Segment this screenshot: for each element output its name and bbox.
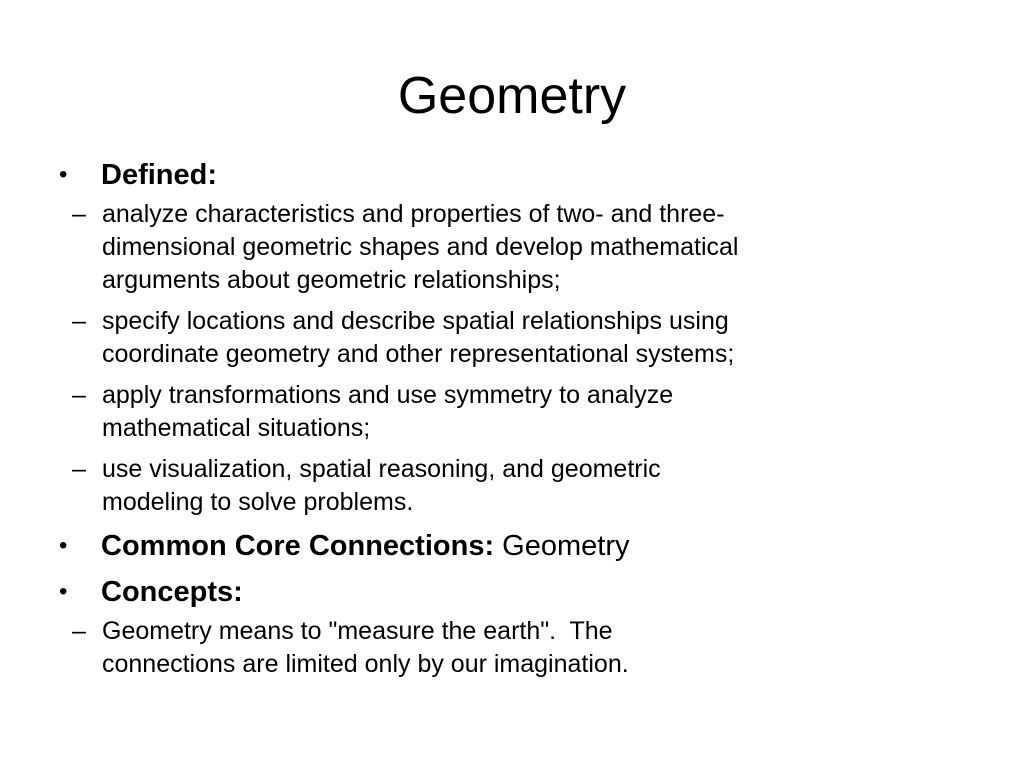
sub-item [58, 615, 978, 681]
sub-item-line: apply transformations and use symmetry to analyze [102, 381, 674, 409]
bullet-label: Concepts: [101, 576, 243, 608]
bullet-item-defined [58, 156, 978, 194]
sub-item-line: modeling to solve problems. [102, 488, 414, 516]
bullet-item-common-core [58, 527, 978, 565]
bullet-icon: • [59, 532, 68, 559]
sub-item-line: dimensional geometric shapes and develop mathematical [102, 233, 739, 261]
dash-icon: – [72, 200, 86, 228]
sub-item-line: specify locations and describe spatial relationships using [102, 307, 729, 335]
sub-item-line: use visualization, spatial reasoning, and geometric [102, 455, 661, 483]
sub-item [58, 305, 978, 371]
sub-item [58, 198, 978, 297]
slide-title: Geometry [397, 67, 627, 125]
sub-item-line: coordinate geometry and other representational systems; [102, 340, 735, 368]
sub-item [58, 453, 978, 519]
sub-list-defined [58, 198, 978, 519]
bullet-item-concepts [58, 573, 978, 611]
sub-list-concepts [58, 615, 978, 681]
bullet-label: Defined: [101, 159, 217, 191]
sub-item-line: mathematical situations; [102, 414, 371, 442]
sub-item-line: connections are limited only by our imagination. [102, 650, 629, 678]
bullet-label: Common Core Connections: [101, 530, 495, 562]
bullet-icon: • [59, 161, 68, 188]
slide-content [58, 156, 978, 689]
bullet-icon: • [59, 578, 68, 605]
sub-item [58, 379, 978, 445]
sub-item-line: arguments about geometric relationships; [102, 266, 561, 294]
dash-icon: – [72, 617, 86, 645]
sub-item-line: Geometry means to "measure the earth". The [102, 617, 613, 645]
bullet-text: Geometry [494, 530, 630, 562]
sub-item-line: analyze characteristics and properties of two- and three- [102, 200, 725, 228]
dash-icon: – [72, 381, 86, 409]
dash-icon: – [72, 307, 86, 335]
dash-icon: – [72, 455, 86, 483]
